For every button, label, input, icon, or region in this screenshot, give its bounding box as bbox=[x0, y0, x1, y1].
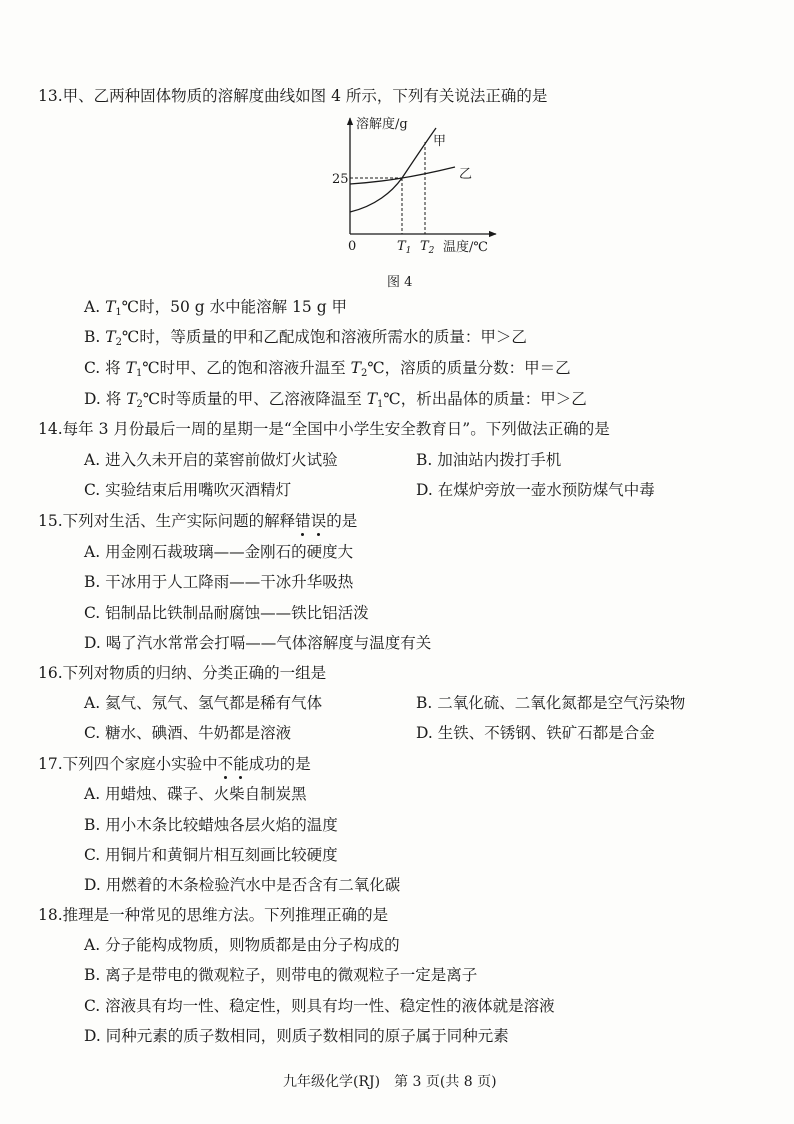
question-14-option-d: D. 在煤炉旁放一壶水预防煤气中毒 bbox=[416, 481, 655, 499]
x-axis-label: 温度/℃ bbox=[443, 240, 488, 255]
curve-yi bbox=[350, 167, 455, 184]
origin-label: 0 bbox=[348, 239, 357, 254]
question-16-stem: 16.下列对物质的归纳、分类正确的一组是 bbox=[38, 664, 327, 682]
x-tick-t1: $T_1$ bbox=[397, 239, 412, 256]
question-15-option-b: B. 干冰用于人工降雨——干冰升华吸热 bbox=[84, 573, 354, 591]
emphasis-dot-char: 能 bbox=[233, 755, 249, 773]
question-14-option-b: B. 加油站内拨打手机 bbox=[416, 451, 562, 469]
emphasis-dot-char: 误 bbox=[310, 512, 327, 530]
question-15-option-c: C. 铝制品比铁制品耐腐蚀——铁比铝活泼 bbox=[84, 604, 369, 622]
y-tick-25: 25 bbox=[332, 172, 349, 187]
question-16-option-c: C. 糖水、碘酒、牛奶都是溶液 bbox=[84, 724, 292, 742]
question-18-option-a: A. 分子能构成物质，则物质都是由分子构成的 bbox=[84, 936, 400, 954]
question-14-stem: 14.每年 3 月份最后一周的星期一是“全国中小学生安全教育日”。下列做法正确的是 bbox=[38, 420, 610, 438]
question-18-option-d: D. 同种元素的质子数相同，则质子数相同的原子属于同种元素 bbox=[84, 1027, 509, 1045]
question-15-option-d: D. 喝了汽水常常会打嗝——气体溶解度与温度有关 bbox=[84, 634, 432, 652]
curve-jia bbox=[350, 128, 436, 212]
question-13-option-a: A. $T_1℃$时，50 g 水中能溶解 15 g 甲 bbox=[84, 298, 348, 318]
question-text: 甲、乙两种固体物质的溶解度曲线如图 4 所示，下列有关说法正确的是 bbox=[62, 87, 548, 105]
question-15-stem: 15.下列对生活、生产实际问题的解释错误的是 bbox=[38, 512, 358, 530]
question-number: 13. bbox=[38, 87, 63, 105]
question-17-option-b: B. 用小木条比较蜡烛各层火焰的温度 bbox=[84, 816, 338, 834]
question-16-option-d: D. 生铁、不锈钢、铁矿石都是合金 bbox=[416, 724, 655, 742]
question-14-option-a: A. 进入久未开启的菜窖前做灯火试验 bbox=[84, 451, 338, 469]
question-16-option-b: B. 二氧化硫、二氧化氮都是空气污染物 bbox=[416, 694, 686, 712]
solubility-curve-figure bbox=[330, 112, 510, 262]
curve-yi-label: 乙 bbox=[459, 167, 473, 182]
x-tick-t2: $T_2$ bbox=[420, 239, 435, 256]
question-16-option-a: A. 氦气、氖气、氢气都是稀有气体 bbox=[84, 694, 323, 712]
question-13-stem bbox=[38, 86, 547, 106]
question-17-option-d: D. 用燃着的木条检验汽水中是否含有二氧化碳 bbox=[84, 876, 401, 894]
question-13-option-c: C. 将 $T_1℃$时甲、乙的饱和溶液升温至 $T_2℃$，溶质的质量分数：甲＝乙 bbox=[84, 359, 571, 379]
question-17-option-a: A. 用蜡烛、碟子、火柴自制炭黑 bbox=[84, 785, 307, 803]
question-17-option-c: C. 用铜片和黄铜片相互刻画比较硬度 bbox=[84, 846, 338, 864]
emphasis-dot-char: 错 bbox=[295, 512, 311, 530]
question-18-stem: 18.推理是一种常见的思维方法。下列推理正确的是 bbox=[38, 906, 389, 924]
question-18-option-b: B. 离子是带电的微观粒子，则带电的微观粒子一定是离子 bbox=[84, 966, 478, 984]
y-axis-label: 溶解度/g bbox=[356, 117, 408, 132]
figure-caption: 图 4 bbox=[387, 275, 413, 290]
question-15-option-a: A. 用金刚石裁玻璃——金刚石的硬度大 bbox=[84, 543, 354, 561]
question-14-option-c: C. 实验结束后用嘴吹灭酒精灯 bbox=[84, 481, 292, 499]
emphasis-dot-char: 不 bbox=[217, 755, 234, 773]
question-17-stem: 17.下列四个家庭小实验中不能成功的是 bbox=[38, 755, 311, 773]
question-13-option-d: D. 将 $T_2℃$时等质量的甲、乙溶液降温至 $T_1℃$，析出晶体的质量：甲＞乙 bbox=[84, 390, 587, 410]
question-13-option-b: B. $T_2℃$时，等质量的甲和乙配成饱和溶液所需水的质量：甲＞乙 bbox=[84, 328, 527, 348]
curve-jia-label: 甲 bbox=[433, 134, 447, 149]
page-footer: 九年级化学(RJ) 第 3 页(共 8 页) bbox=[283, 1074, 497, 1090]
question-18-option-c: C. 溶液具有均一性、稳定性，则具有均一性、稳定性的液体就是溶液 bbox=[84, 997, 555, 1015]
